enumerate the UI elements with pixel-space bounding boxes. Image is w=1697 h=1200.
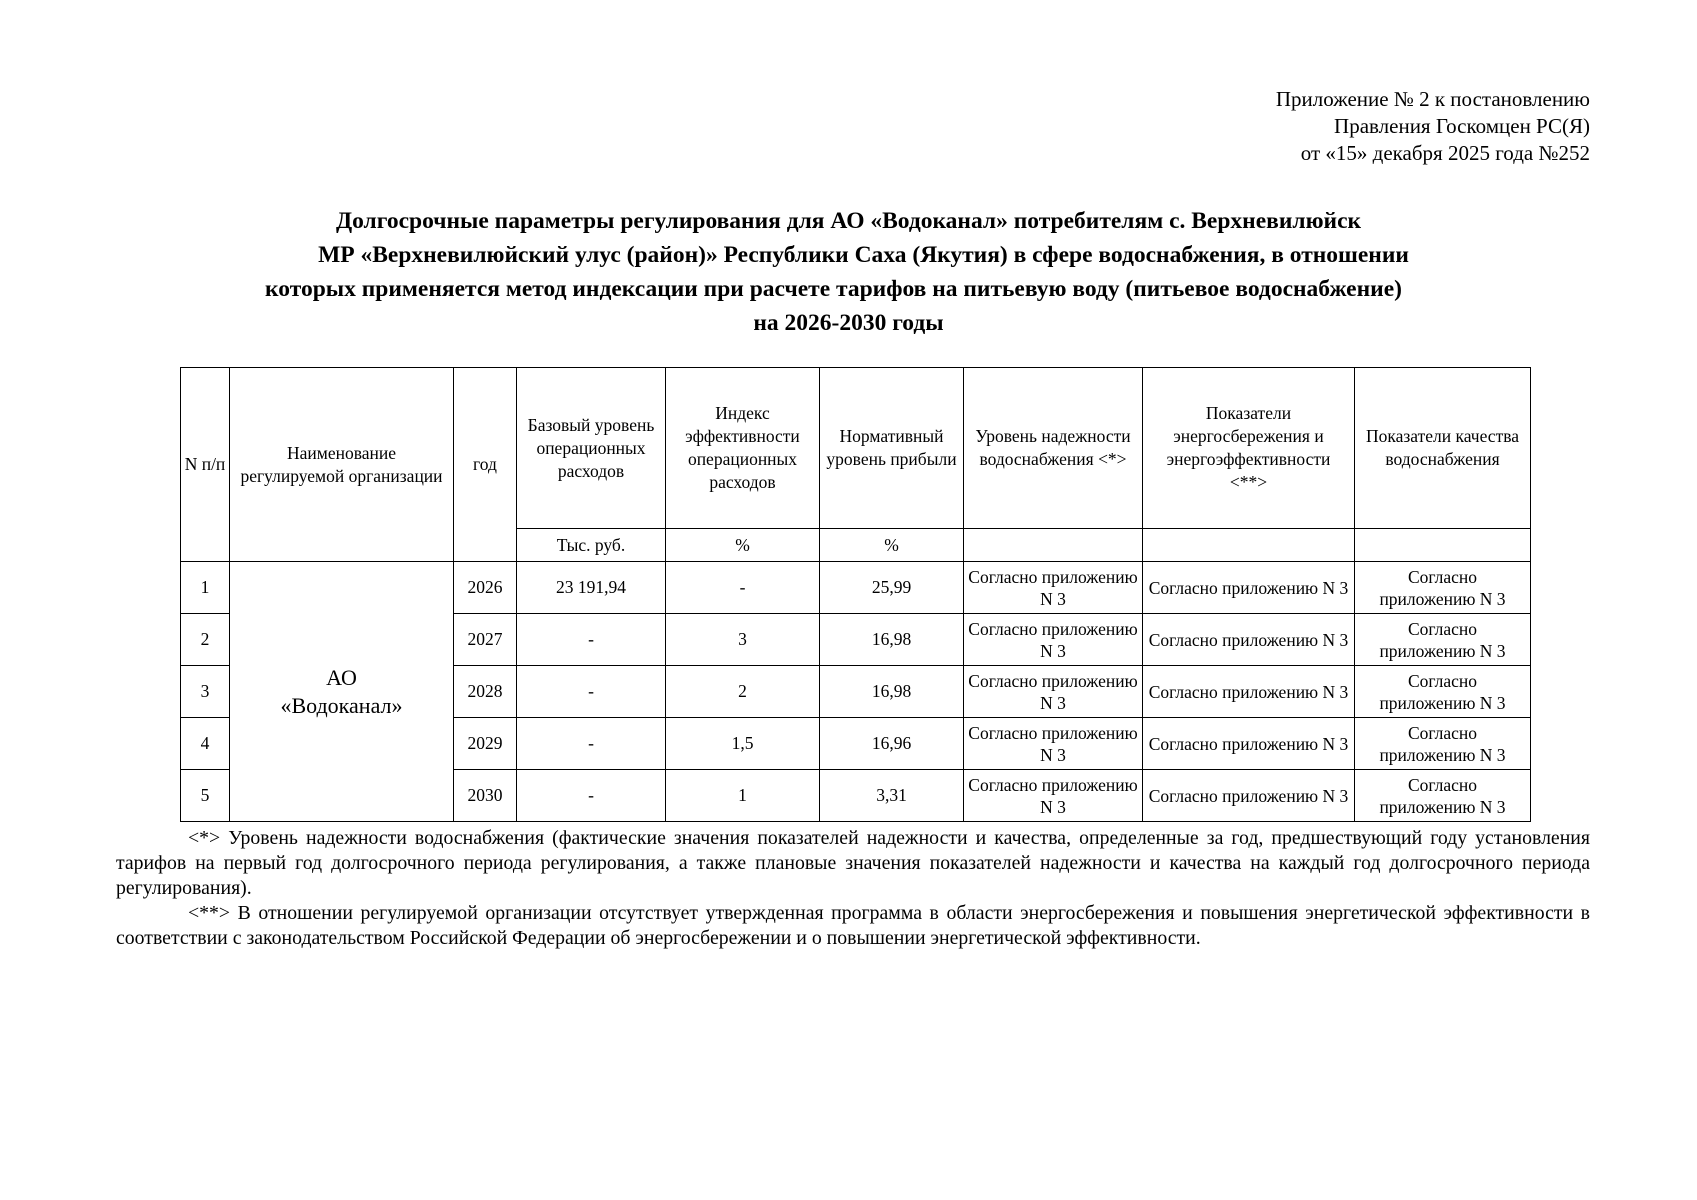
cell-profit: 3,31 <box>820 770 964 822</box>
cell-index: 3 <box>666 614 820 666</box>
cell-num: 5 <box>181 770 230 822</box>
appendix-reference <box>970 86 1590 167</box>
unit-profit: % <box>820 529 964 562</box>
cell-quality: Согласно приложению N 3 <box>1355 770 1531 822</box>
cell-num: 2 <box>181 614 230 666</box>
document-title <box>100 204 1597 340</box>
header-base-opex: Базовый уровень операционных расходов <box>517 368 666 529</box>
org-name-line: «Водоканал» <box>280 692 403 718</box>
title-line: МР «Верхневилюйский улус (район)» Республики Саха (Якутия) в сфере водоснабжения, в отношении <box>318 242 1409 268</box>
header-num: N п/п <box>181 368 230 562</box>
cell-energy: Согласно приложению N 3 <box>1143 666 1355 718</box>
cell-quality: Согласно приложению N 3 <box>1355 666 1531 718</box>
header-profit: Нормативный уровень прибыли <box>820 368 964 529</box>
table-header-row <box>181 368 1531 529</box>
cell-reliability: Согласно приложению N 3 <box>964 666 1143 718</box>
cell-reliability: Согласно приложению N 3 <box>964 770 1143 822</box>
title-line: которых применяется метод индексации при расчете тарифов на питьевую воду (питьевое водоснабжение) <box>265 276 1402 302</box>
cell-base: 23 191,94 <box>517 562 666 614</box>
footnotes <box>116 826 1590 951</box>
cell-quality: Согласно приложению N 3 <box>1355 614 1531 666</box>
appendix-line: Приложение № 2 к постановлению <box>1275 87 1590 111</box>
cell-energy: Согласно приложению N 3 <box>1143 614 1355 666</box>
cell-year: 2028 <box>454 666 517 718</box>
header-year: год <box>454 368 517 562</box>
cell-year: 2029 <box>454 718 517 770</box>
cell-num: 1 <box>181 562 230 614</box>
cell-index: 2 <box>666 666 820 718</box>
unit-base: Тыс. руб. <box>517 529 666 562</box>
unit-reliability <box>964 529 1143 562</box>
cell-org-name <box>230 562 454 822</box>
header-quality: Показатели качества водоснабжения <box>1355 368 1531 529</box>
cell-reliability: Согласно приложению N 3 <box>964 562 1143 614</box>
cell-energy: Согласно приложению N 3 <box>1143 770 1355 822</box>
title-line: на 2026-2030 годы <box>753 310 944 336</box>
title-line: Долгосрочные параметры регулирования для АО «Водоканал» потребителям с. Верхневилюйск <box>335 208 1362 234</box>
cell-index: 1 <box>666 770 820 822</box>
cell-energy: Согласно приложению N 3 <box>1143 718 1355 770</box>
footnote-energy: <**> В отношении регулируемой организации отсутствует утвержденная программа в области энергосбережения и повышения энергетической эффективности в соответствии с законодательством Российской Федерации об энергосбережении и о повышении энергетической эффективности. <box>116 902 1590 949</box>
unit-energy <box>1143 529 1355 562</box>
header-org: Наименование регулируемой организации <box>230 368 454 562</box>
cell-base: - <box>517 614 666 666</box>
appendix-line: Правления Госкомцен РС(Я) <box>1334 114 1590 138</box>
cell-profit: 16,98 <box>820 666 964 718</box>
appendix-line: от «15» декабря 2025 года №252 <box>1300 141 1590 165</box>
cell-quality: Согласно приложению N 3 <box>1355 718 1531 770</box>
cell-base: - <box>517 666 666 718</box>
cell-year: 2026 <box>454 562 517 614</box>
cell-index: 1,5 <box>666 718 820 770</box>
unit-quality <box>1355 529 1531 562</box>
cell-year: 2030 <box>454 770 517 822</box>
cell-reliability: Согласно приложению N 3 <box>964 614 1143 666</box>
cell-energy: Согласно приложению N 3 <box>1143 562 1355 614</box>
footnote-reliability: <*> Уровень надежности водоснабжения (фактические значения показателей надежности и качества, определенные за год, предшествующий году установления тарифов на первый год долгосрочного периода регулирования, а также плановые значения показателей надежности и качества на каждый год долгосрочного периода регулирования). <box>116 827 1590 899</box>
cell-index: - <box>666 562 820 614</box>
cell-reliability: Согласно приложению N 3 <box>964 718 1143 770</box>
org-name-line: АО <box>326 664 357 690</box>
cell-num: 4 <box>181 718 230 770</box>
header-efficiency-index: Индекс эффективности операционных расходов <box>666 368 820 529</box>
parameters-table <box>180 367 1531 822</box>
header-reliability: Уровень надежности водоснабжения <*> <box>964 368 1143 529</box>
cell-quality: Согласно приложению N 3 <box>1355 562 1531 614</box>
cell-profit: 16,96 <box>820 718 964 770</box>
cell-base: - <box>517 770 666 822</box>
unit-index: % <box>666 529 820 562</box>
cell-num: 3 <box>181 666 230 718</box>
header-energy: Показатели энергосбережения и энергоэффективности <**> <box>1143 368 1355 529</box>
table-row <box>181 562 1531 614</box>
cell-profit: 25,99 <box>820 562 964 614</box>
cell-base: - <box>517 718 666 770</box>
cell-profit: 16,98 <box>820 614 964 666</box>
cell-year: 2027 <box>454 614 517 666</box>
